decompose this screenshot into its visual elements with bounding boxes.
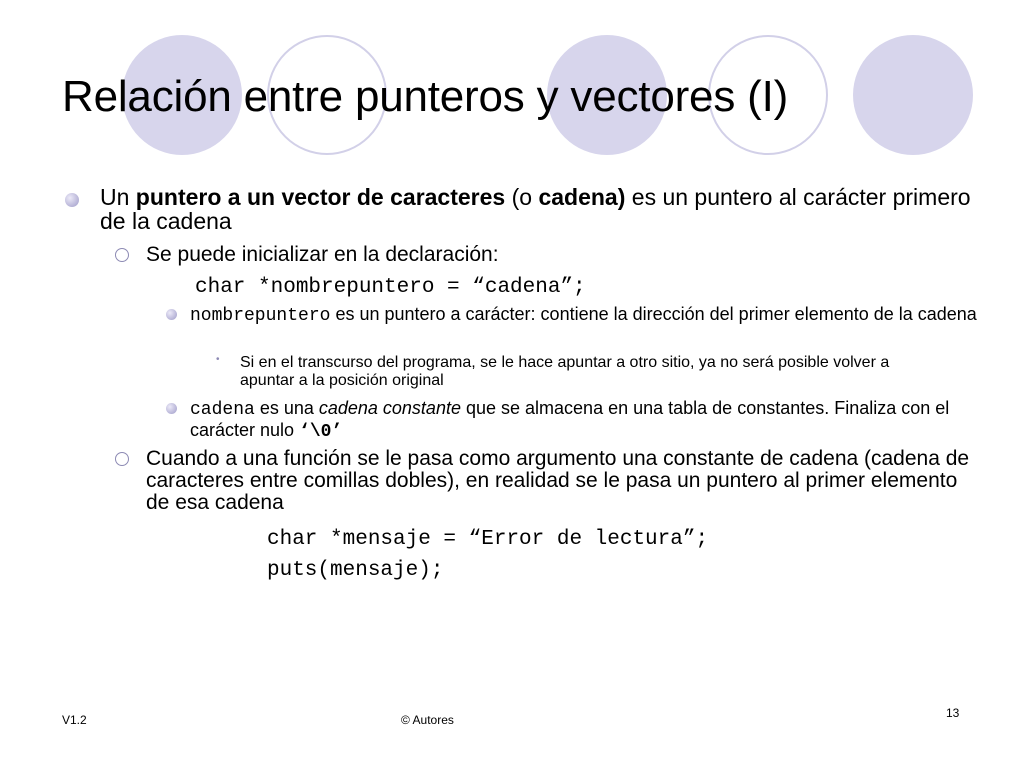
bullet-pointer-definition: Un puntero a un vector de caracteres (o cadena) es un puntero al carácter primero de la cadena (100, 184, 971, 234)
bullet-cadena-constant: cadena es una cadena constante que se almacena en una tabla de constantes. Finaliza con el carácter nulo ‘\0’ (190, 398, 950, 442)
bullet-dot-icon: • (216, 354, 220, 365)
bullet-small-filled-icon (166, 309, 177, 320)
footer-authors: © Autores (401, 713, 454, 727)
bullet-function-argument: Cuando a una función se le pasa como argumento una constante de cadena (cadena de caracteres entre comillas dobles), en realidad se le pasa un puntero al primer elemento de esa cadena (146, 447, 970, 514)
bullet-reassign-note: Si en el transcurso del programa, se le hace apuntar a otro sitio, ya no será posible volver a apuntar a la posición original (240, 354, 890, 389)
bullet-nombrepuntero: nombrepuntero es un puntero a carácter: contiene la dirección del primer elemento de la cadena (190, 304, 977, 326)
footer-version: V1.2 (62, 713, 87, 727)
bullet-filled-icon (65, 193, 79, 207)
code-declaration: char *nombrepuntero = “cadena”; (195, 276, 586, 299)
bullet-hollow-icon (115, 452, 129, 466)
bullet-initialize: Se puede inicializar en la declaración: (146, 243, 499, 266)
bullet-hollow-icon (115, 248, 129, 262)
slide-title: Relación entre punteros y vectores (I) (62, 72, 789, 121)
code-puts: puts(mensaje); (267, 559, 444, 582)
footer-page-number: 13 (946, 706, 960, 720)
code-mensaje: char *mensaje = “Error de lectura”; (267, 528, 709, 551)
bullet-small-filled-icon (166, 403, 177, 414)
decor-circle-5 (853, 35, 973, 155)
